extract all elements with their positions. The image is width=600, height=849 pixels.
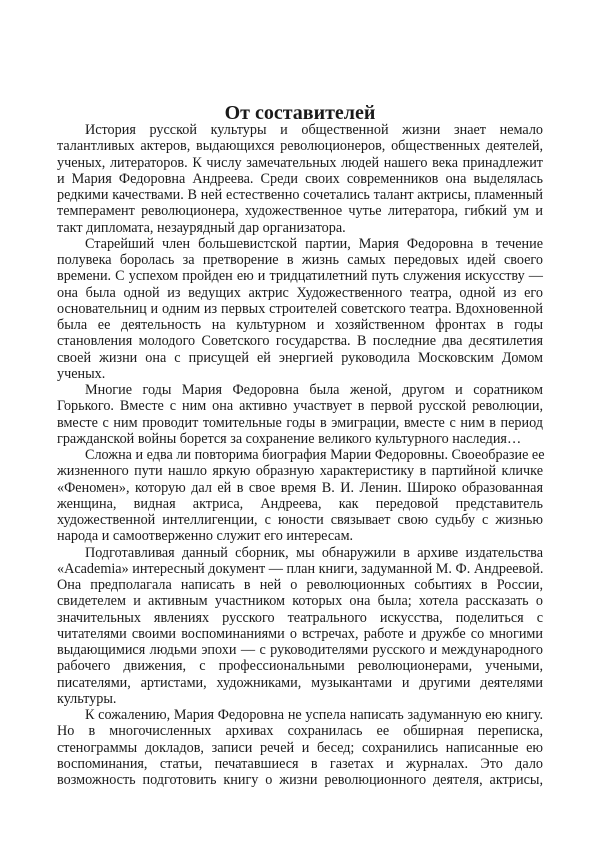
text-line: ученых. bbox=[57, 365, 106, 382]
text-line: Старейший член большевистской партии, Мария Федоровна в течение bbox=[85, 235, 543, 252]
text-line: жизненного пути нашло яркую образную характеристику в партийной кличке bbox=[57, 463, 543, 480]
text-line: стенограммы докладов, записи речей и бесед; сохранились написанные ею bbox=[57, 739, 543, 756]
text-line: «Феномен», которую дал ей в свое время В. И. Ленин. Широко образованная bbox=[57, 479, 543, 496]
text-line: выдающимися людьми эпохи — с руководителями русского и международного bbox=[57, 642, 543, 658]
text-line: становления молодого Советского государства. В последние два десятилетия bbox=[57, 333, 543, 350]
text-line: рабочего движения, с профессиональными революционерами, учеными, bbox=[57, 658, 543, 675]
document-body bbox=[57, 122, 543, 788]
text-line: Горького. Вместе с ним она активно участвует в первой русской революции, bbox=[57, 398, 543, 415]
text-line: История русской культуры и общественной жизни знает немало bbox=[85, 122, 543, 138]
text-line: времени. С успехом пройден ею и тридцатилетний путь служения искусству — bbox=[57, 268, 543, 285]
text-line: возможность подготовить книгу о жизни революционного деятеля, актрисы, bbox=[57, 772, 543, 788]
text-line: культуры. bbox=[57, 690, 117, 707]
text-line: свидетелем и активным участником которых она была; хотела рассказать о bbox=[57, 593, 543, 610]
text-line: Но в многочисленных архивах сохранилась ее обширная переписка, bbox=[57, 723, 543, 740]
paragraph bbox=[57, 707, 543, 788]
text-line: «Academia» интересный документ — план книги, задуманной М. Ф. Андреевой. bbox=[57, 560, 544, 577]
text-line: ученых, литераторов. К числу замечательных людей нашего века принадлежит bbox=[57, 154, 543, 171]
paragraph bbox=[57, 382, 543, 447]
text-line: художественной интеллигенции, с юности связывает свою судьбу с жизнью bbox=[57, 512, 543, 528]
paragraph bbox=[57, 447, 543, 545]
text-line: она была одной из ведущих актрис Художественного театра, одной из его bbox=[57, 284, 543, 301]
text-line: читателями своими воспоминаниями о встречах, работе и дружбе со многими bbox=[57, 625, 543, 642]
text-line: Многие годы Мария Федоровна была женой, другом и соратником bbox=[85, 382, 543, 398]
text-line: писателями, артистами, художниками, музыкантами и другими деятелями bbox=[57, 674, 543, 691]
text-line: такт дипломата, незаурядный дар организатора. bbox=[57, 219, 346, 236]
text-line: К сожалению, Мария Федоровна не успела написать задуманную ею книгу. bbox=[85, 707, 543, 723]
paragraph bbox=[57, 236, 543, 382]
text-line: народа и самоотверженно служит его интересам. bbox=[57, 528, 354, 545]
text-line: талантливых актеров, выдающихся революционеров, общественных деятелей, bbox=[57, 138, 543, 155]
text-line: и Мария Федоровна Андреева. Среди своих современников она выделялась bbox=[57, 170, 543, 187]
text-line: своей жизни она с присущей ей энергией руководила Московским Домом bbox=[57, 349, 543, 366]
text-line: полувека боролась за претворение в жизнь самых передовых идей своего bbox=[57, 252, 543, 268]
text-line: гражданской войны борется за сохранение великого культурного наследия… bbox=[57, 430, 522, 447]
page-title: От составителей bbox=[224, 102, 376, 125]
text-line: Она предполагала написать в ней о революционных событиях в России, bbox=[57, 577, 543, 593]
text-line: темперамент революционера, художественное чутье литератора, гибкий ум и bbox=[57, 203, 543, 220]
text-line: вместе с ним проводит томительные годы в эмиграции, вместе с ним в период bbox=[57, 414, 543, 431]
text-line: редкими качествами. В ней естественно сочетались талант актрисы, пламенный bbox=[57, 187, 543, 203]
text-line: была ее деятельность на культурном и хозяйственном фронтах в годы bbox=[57, 317, 543, 333]
paragraph bbox=[57, 545, 543, 708]
text-line: значительных явлениях русского театрального искусства, поделиться с bbox=[57, 609, 543, 626]
text-line: женщина, видная актриса, Андреева, как передовой представитель bbox=[57, 495, 543, 512]
text-line: основательниц и одним из первых строителей советского театра. Вдохновенной bbox=[57, 300, 543, 317]
paragraph bbox=[57, 122, 543, 236]
text-line: воспоминания, статьи, печатавшиеся в газетах и журналах. Это дало bbox=[57, 755, 543, 772]
text-line: Подготавливая данный сборник, мы обнаружили в архиве издательства bbox=[85, 544, 543, 561]
text-line: Сложна и едва ли повторима биография Марии Федоровны. Своеобразие ее bbox=[85, 447, 545, 463]
